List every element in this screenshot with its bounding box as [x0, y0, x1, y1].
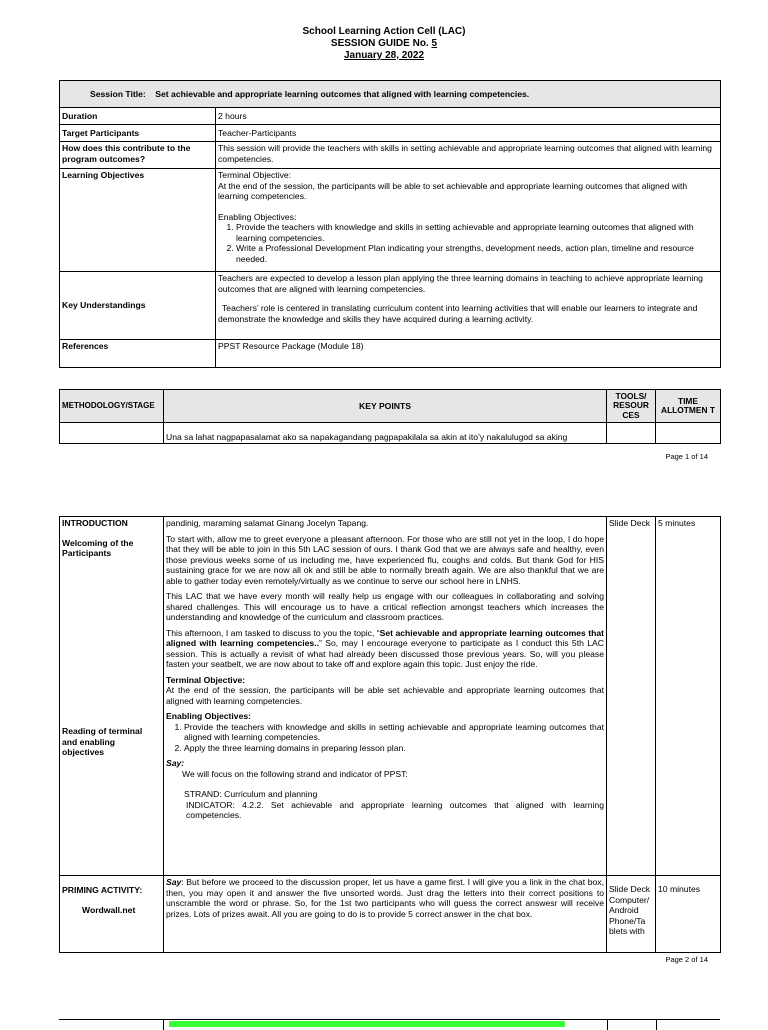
objectives-label: Learning Objectives: [60, 169, 216, 272]
methodology-table: [59, 389, 721, 444]
priming-label: PRIMING ACTIVITY:: [62, 885, 143, 895]
objectives-content: [216, 169, 721, 272]
enabling-objective-item: 1. Provide the teachers with knowledge and skills in setting achievable and appropriate learning outcomes that aligned with learning competencies.: [236, 222, 718, 243]
terminal-objective-head: Terminal Objective:: [218, 170, 292, 180]
para3-c: ” So, may I encourage everyone to participate as I conduct this 5th LAC session. This is actually a revisit of what had already been discussed those previous years. So, will you please fasten your seatbelt, we are now about to take off and explore again this topic. Just enjoy the ride.: [166, 638, 604, 669]
intro-para-1: To start with, allow me to greet everyone a pleasant afternoon. For those who are still not yet in the loop, I do hope that they will be able to join in this 5th LAC session of ours. I thank God that we are always safe and healthy, even those previous weeks some of us including me, have experienced flu, coughs and colds. But thank God for HIS sustaining grace for we are now all ok and still be able to normally breath again. We are also thankful that we are able to gather today even remotely/virtually as we continue to serve our school here in LNHS.: [166, 533, 604, 586]
intro-key-points: [164, 517, 607, 876]
priming-tools: Slide Deck Computer/ Android Phone/Ta blets with: [607, 876, 656, 953]
enabling-objective-item: 2. Write a Professional Development Plan indicating your strengths, development needs, action plan, timeline and resource needed.: [236, 243, 718, 264]
intro-tools: Slide Deck: [607, 517, 656, 876]
session-title: Set achievable and appropriate learning outcomes that aligned with learning competencies.: [155, 88, 530, 99]
participants-label: Target Participants: [60, 125, 216, 142]
col-time: TIME ALLOTMEN T: [656, 390, 721, 423]
methodology-table-page2: [59, 516, 721, 953]
duration-label: Duration: [60, 108, 216, 125]
priming-text: : But before we proceed to the discussion proper, let us have a game first. I will give you a link in the chat box, then, you may open it and answer the five unsorted words. Just drag the letters into their correct positions to unscramble the word or phrase. So, for the 1st two participants who will guess the correct answesr will receive prizes. Lots of prizes await. All you are going to do is to provide 5 correct answer in the chat box.: [166, 877, 604, 919]
duration-value: 2 hours: [216, 108, 721, 125]
para3-topic: Set achievable and appropriate learning outcomes that aligned with learning competencies..: [166, 627, 604, 648]
strand-text: STRAND: Curriculum and planning: [184, 789, 318, 799]
indicator-text: [166, 800, 604, 821]
doc-date: [0, 50, 768, 62]
enabling-item-2: 2. Apply the three learning domains in preparing lesson plan.: [184, 743, 604, 754]
key-understandings-content: [216, 272, 721, 340]
page3-highlight: [169, 1021, 565, 1027]
priming-stage-cell: [60, 876, 164, 953]
terminal-objective-text: At the end of the session, the participants will be able to set achievable and appropriate learning outcomes that aligned with learning competencies.: [218, 180, 688, 201]
enabling-head-2: Enabling Objectives:: [166, 711, 252, 721]
intro-stage-cell: [60, 517, 164, 876]
date-text: January 28, 2022: [343, 50, 425, 61]
enabling-list-2: [166, 722, 604, 754]
session-title-row: [60, 81, 721, 108]
col-key-points: KEY POINTS: [164, 390, 607, 423]
col-tools: TOOLS/ RESOUR CES: [607, 390, 656, 423]
intro-para-3: [166, 628, 604, 670]
enabling-objectives-list: [218, 222, 718, 264]
intro-continuation: pandinig, maraming salamat Ginang Jocelyn Tapang.: [166, 518, 369, 528]
terminal-head-2: Terminal Objective:: [166, 674, 246, 685]
terminal-text-2: At the end of the session, the participants will be able set achievable and appropriate learning outcomes that aligned with learning competencies.: [166, 685, 604, 706]
session-info-table: [59, 80, 721, 368]
enabling-objectives-head: Enabling Objectives:: [218, 211, 297, 222]
intro-time: 5 minutes: [656, 517, 721, 876]
row-tools-empty: [607, 423, 656, 444]
participants-value: Teacher-Participants: [216, 125, 721, 142]
references-label: References: [60, 340, 216, 368]
key-understandings-label: Key Understandings: [60, 272, 216, 340]
welcoming-label: Welcoming of the Participants: [62, 537, 134, 558]
page-number-1: Page 1 of 14: [665, 452, 708, 461]
page3-table-edge: [59, 1019, 720, 1030]
indicator-value: INDICATOR: 4.2.2. Set achievable and appropriate learning outcomes that aligned with learning competencies.: [186, 799, 604, 820]
page-number-2: Page 2 of 14: [665, 955, 708, 964]
intro-para-2: This LAC that we have every month will really help us engage with our colleagues in collaborating and solving shared challenges. This will encourage us to have a critical reflection amongst teachers which increases the understanding and knowledge of the curriculum and classroom practices.: [166, 591, 604, 622]
wordwall-label: Wordwall.net: [82, 904, 136, 915]
reading-objectives-label: Reading of terminal and enabling objectives: [62, 726, 143, 757]
contribution-value: This session will provide the teachers with skills in setting achievable and appropriate learning outcomes that aligned with learning competencies.: [216, 142, 721, 169]
key-understanding-2: Teachers’ role is centered in translating curriculum content into learning activities that will enable our learners to integrate and demonstrate the knowledge and skills they have acquired during a learning activity.: [218, 303, 698, 324]
priming-say: Say: [166, 877, 182, 887]
enabling-item-2: 1. Provide the teachers with knowledge and skills in setting achievable and appropriate learning outcomes that aligned with learning competencies.: [184, 722, 604, 743]
priming-time: 10 minutes: [656, 876, 721, 953]
doc-title: School Learning Action Cell (LAC): [302, 26, 466, 37]
row-stage-empty: [60, 423, 164, 444]
session-guide-prefix: SESSION GUIDE No.: [330, 38, 432, 49]
session-title-label: Session Title:: [90, 88, 146, 99]
para3-a: This afternoon, I am tasked to discuss to you the topic, “: [166, 627, 380, 638]
priming-key-points: [164, 876, 607, 953]
session-guide-number: [0, 38, 768, 50]
contribution-label: How does this contribute to the program outcomes?: [60, 142, 216, 169]
say-label: Say:: [166, 758, 185, 768]
focus-text: We will focus on the following strand and indicator of PPST:: [182, 768, 408, 779]
page3-col-divider: [163, 1020, 164, 1030]
page3-col-divider: [607, 1020, 608, 1030]
row-time-empty: [656, 423, 721, 444]
session-guide-num: 5: [431, 38, 438, 49]
intro-stage-label: INTRODUCTION: [62, 518, 128, 528]
row-key-point-start: Una sa lahat nagpapasalamat ako sa napakagandang pagpapakilala sa akin at ito’y nakalulugod sa aking: [164, 423, 607, 444]
col-methodology: METHODOLOGY/STAGE: [60, 390, 164, 423]
key-understanding-1: Teachers are expected to develop a lesson plan applying the three learning domains in teaching to achieve appropriate learning outcomes that are aligned with learning competencies.: [218, 273, 703, 294]
page3-col-divider: [656, 1020, 657, 1030]
references-value: PPST Resource Package (Module 18): [216, 340, 721, 368]
